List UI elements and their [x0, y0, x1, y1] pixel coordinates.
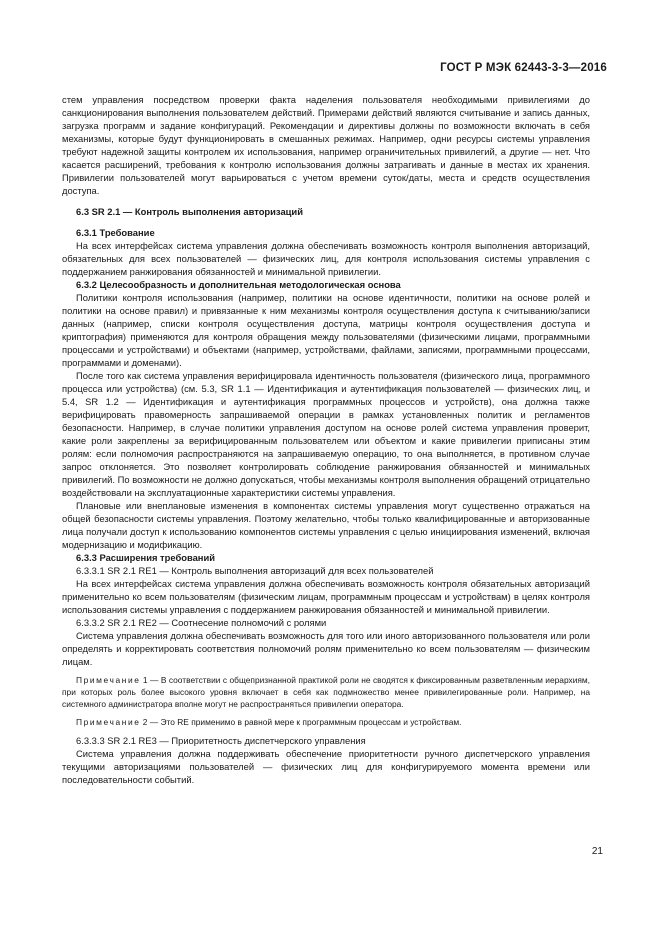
subsection-heading-6-3-2: 6.3.2 Целесообразность и дополнительная методологическая основа — [76, 279, 401, 290]
paragraph-6-3-3-3: Система управления должна поддерживать обеспечение приоритетности ручного диспетчерского управления текущими авторизациями пользователей — физических лиц для конфигурируемого момента времени или последовательности событий. — [62, 748, 590, 785]
note-1 — [62, 674, 590, 710]
heading-6-3-3-3: 6.3.3.3 SR 2.1 RE3 — Приоритетность диспетчерского управления — [76, 735, 366, 746]
note-2-label: Примечание — [76, 717, 141, 727]
heading-6-3-3-1: 6.3.3.1 SR 2.1 RE1 — Контроль выполнения авторизаций для всех пользователей — [76, 565, 434, 576]
section-heading-6-3: 6.3 SR 2.1 — Контроль выполнения авторизаций — [76, 206, 303, 217]
note-1-text: 1 — В соответствии с общепризнанной практикой роли не сводятся к фиксированным разветвленным иерархиям, при которых роль более высокого уровня включает в себя как подмножество менее привилегированные роли. Например, на системного администратора вполне могут не распространяться привилегии оператора. — [62, 675, 590, 709]
paragraph-6-3-2-b: После того как система управления верифицировала идентичность пользователя (физического лица, программного процесса или устройства) (см. 5.3, SR 1.1 — Идентификация и аутентификация пользователей — физических лиц, и 5.4, SR 1.2 — Идентификация и аутентификация программных процессов и устройств), она должна также верифицировать правомерность запрашиваемой операции в рамках установленных политик и регламентов безопасности. Например, в случае политики управления доступом на основе ролей система управления проверит, какие роли закреплены за верифицированным пользователем или объектом и какие привилегии приписаны этим ролям: если полномочия распространяются на запрашиваемую операцию, то она выполняется, в противном случае запрос отклоняется. Это позволяет контролировать соблюдение ранжирования обязанностей и минимальных привилегий. По возможности не должно допускаться, чтобы механизмы контроля выполнения обращений отрицательно воздействовали на эксплуатационные характеристики системы управления. — [62, 370, 590, 498]
subsection-heading-6-3-1: 6.3.1 Требование — [76, 227, 155, 238]
subsection-heading-6-3-3: 6.3.3 Расширения требований — [76, 552, 215, 563]
document-body — [62, 93, 590, 786]
standard-header: ГОСТ Р МЭК 62443-3-3—2016 — [440, 62, 607, 74]
paragraph-6-3-2-a: Политики контроля использования (например, политики на основе идентичности, политики на основе ролей и политики на основе правил) и привязанные к ним механизмы контроля осуществления доступа к считыванию/записи данных (например, списки контроля осуществления доступа, матрицы контроля осуществления доступа и криптография) применяются для контроля обращения между пользователями (физическими лицами, программными процессами и устройствами) и объектами (например, устройствами, файлами, записями, программными процессами, программами и доменами). — [62, 292, 590, 368]
page-number: 21 — [591, 846, 603, 857]
heading-6-3-3-2: 6.3.3.2 SR 2.1 RE2 — Соотнесение полномочий с ролями — [76, 617, 327, 628]
note-1-label: Примечание — [76, 675, 141, 685]
note-2 — [62, 716, 590, 728]
paragraph-6-3-2-c: Плановые или внеплановые изменения в компонентах системы управления могут существенно отражаться на общей безопасности системы управления. Поэтому желательно, чтобы только квалифицированные и авторизованные лица получали доступ к использованию компонентов системы управления с целью инициирования изменений, включая модернизацию и модификацию. — [62, 500, 590, 550]
note-2-text: 2 — Это RE применимо в равной мере к программным процессам и устройствам. — [140, 717, 462, 727]
paragraph-6-3-3-2: Система управления должна обеспечивать возможность для того или иного авторизованного пользователя или роли определять и корректировать соответствия полномочий ролям применительно ко всем пользователям — физическим лицам. — [62, 630, 590, 667]
paragraph-6-3-1: На всех интерфейсах система управления должна обеспечивать возможность контроля выполнения авторизаций, обязательных для всех пользователей — физических лиц, для контроля использования системы управления с поддержанием ранжирования обязанностей и минимальной привилегии. — [62, 240, 590, 277]
paragraph-6-3-3-1: На всех интерфейсах система управления должна обеспечивать возможность контроля обязательных авторизаций применительно ко всем пользователям (физическим лицам, программным процессам и устройствам) в целях контроля использования системы управления с поддержанием ранжирования обязанностей и минимальной привилегии. — [62, 578, 590, 615]
paragraph-intro: стем управления посредством проверки факта наделения пользователя необходимыми привилегиями до санкционирования выполнения пользователем действий. Примерами действий являются считывание и запись данных, загрузка программ и задание конфигураций. Рекомендации и директивы должны по возможности включать в себя механизмы, которые будут функционировать в смешанных режимах. Например, одни ресурсы системы управления требуют надежной защиты контролем их использования, например ограничительных привилегий, а другие — нет. Что касается расширений, требования к контролю использования должны затрагивать и данные в местах их хранения. Привилегии пользователей могут варьироваться с учетом времени суток/даты, места и средств осуществления доступа. — [62, 94, 590, 196]
